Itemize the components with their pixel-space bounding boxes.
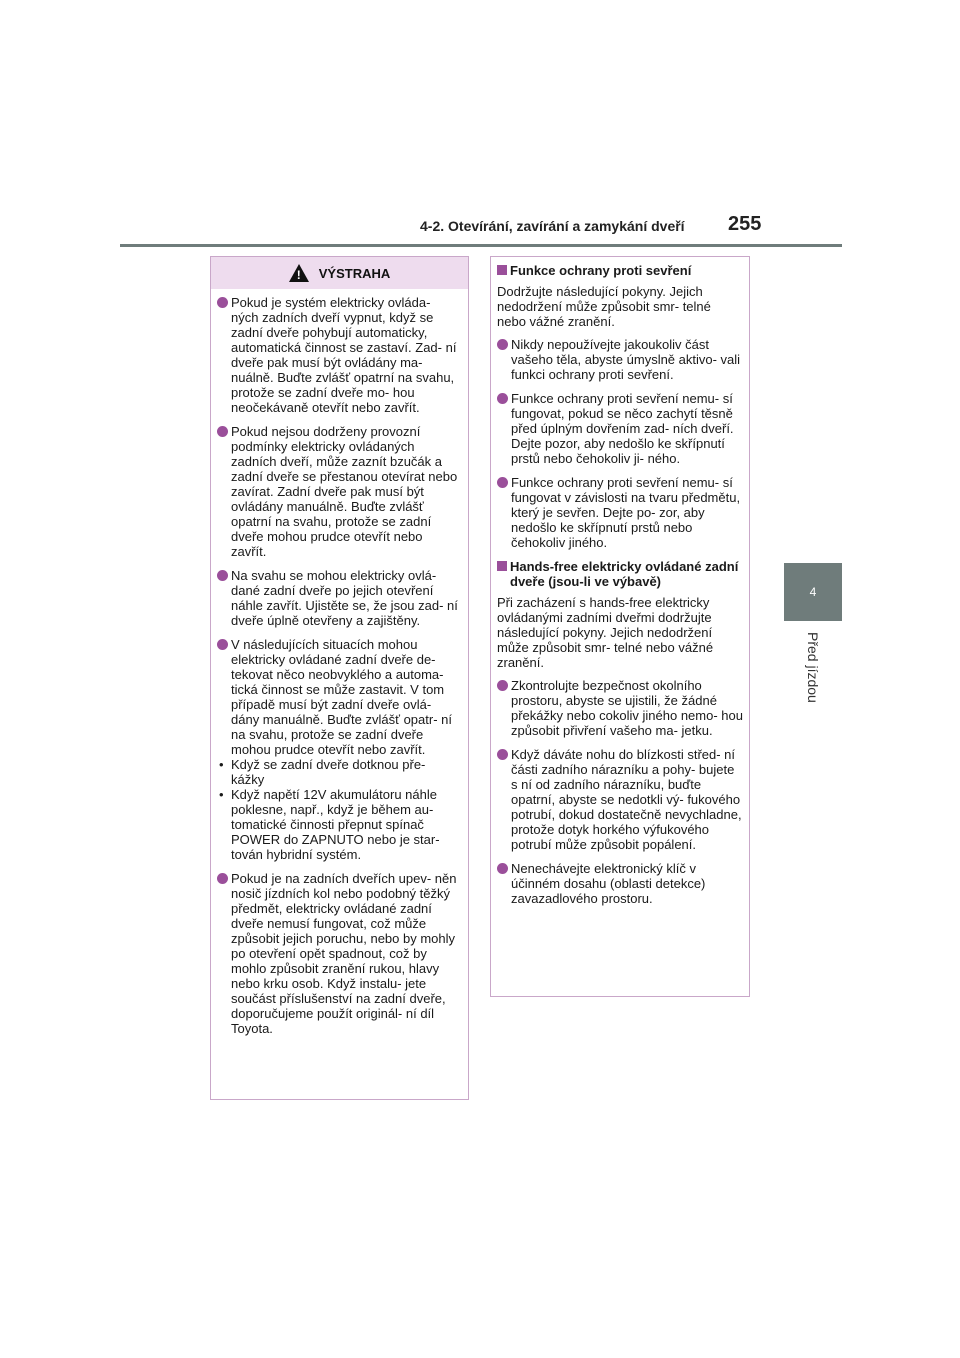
info-item-text: Funkce ochrany proti sevření nemu- sí fungovat v závislosti na tvaru předmětu, který je sevřen. Dejte po- zor, aby nedošlo ke skřípnutí prstů nebo čehokoliv jiného. — [511, 475, 741, 550]
info-item-text: Nikdy nepoužívejte jakoukoliv část vašeho těla, abyste úmyslně aktivo- vali funkci ochrany proti sevření. — [511, 337, 741, 382]
info-item — [497, 475, 743, 550]
bullet-dot-icon — [497, 477, 508, 488]
info-item — [497, 337, 743, 382]
info-item-text: Funkce ochrany proti sevření nemu- sí fungovat, pokud se něco zachytí těsně před úplným dovřením zad- ních dveří. Dejte pozor, aby nedošlo ke skřípnutí prstů nebo čehokoliv ji- ného. — [511, 391, 734, 466]
info-item — [497, 747, 743, 852]
warning-item-text: Na svahu se mohou elektricky ovlá- dané zadní dveře po jejich otevření náhle zavřít. Ujistěte se, že jsou zad- ní dveře úplně otevřeny a zajištěny. — [231, 568, 458, 628]
warning-icon — [289, 264, 309, 282]
bullet-dot-icon — [217, 639, 228, 650]
warning-item — [217, 568, 460, 628]
warning-item-text: Pokud je systém elektricky ovláda- ných zadních dveří vypnut, když se zadní dveře pohybují automaticky, automatická činnost se zastaví. Zad- ní dveře pak musí být ovládány ma- nuálně. Buďte zvlášť opatrní na svahu, protože se zadní dveře mo- hou neočekávaně otevřít nebo zavřít. — [231, 295, 457, 415]
section-heading-text: Hands-free elektricky ovládané zadní dveře (jsou-li ve výbavě) — [510, 559, 739, 589]
subitem-bullet: • — [219, 757, 224, 772]
bullet-dot-icon — [217, 570, 228, 581]
warning-subitem-text: Když napětí 12V akumulátoru náhle poklesne, např., když je během au- tomatické činnosti přepnut spínač POWER do ZAPNUTO nebo je star- tován hybridní systém. — [231, 787, 440, 862]
warning-header — [211, 257, 468, 289]
bullet-dot-icon — [217, 426, 228, 437]
warning-subitem-text: Když se zadní dveře dotknou pře- kážky — [231, 757, 426, 787]
bullet-dot-icon — [217, 873, 228, 884]
warning-item — [217, 637, 460, 862]
bullet-dot-icon — [497, 749, 508, 760]
bullet-dot-icon — [497, 393, 508, 404]
warning-item-text: V následujících situacích mohou elektricky ovládané zadní dveře de- tekovat něco neobvyklého a automa- tická činnost se může zastavit. V tom případě musí být zadní dveře ovlá- dány manuálně. Buďte zvlášť opatr- ní na svahu, protože se zadní dveře mohou prudce otevřít nebo zavřít. — [231, 637, 452, 757]
square-bullet-icon — [497, 561, 507, 571]
warning-title: VÝSTRAHA — [318, 265, 391, 281]
info-item — [497, 861, 743, 906]
info-body — [491, 257, 749, 906]
chapter-label — [786, 632, 840, 712]
warning-item-text: Pokud nejsou dodrženy provozní podmínky elektricky ovládaných zadních dveří, může zaznít bzučák a zadní dveře se přestanou otevírat nebo zavírat. Zadní dveře pak musí být ovládány manuálně. Buďte zvlášť opatrní na svahu, protože se zadní dveře mohou prudce otevřít nebo zavřít. — [231, 424, 458, 559]
info-item — [497, 391, 743, 466]
section-heading — [497, 263, 743, 278]
warning-subitem — [217, 787, 460, 862]
section-title: 4-2. Otevírání, zavírání a zamykání dveří — [420, 218, 685, 234]
warning-item — [217, 295, 460, 415]
page-number: 255 — [728, 213, 762, 235]
bullet-dot-icon — [497, 680, 508, 691]
chapter-tab[interactable]: 4 — [784, 563, 842, 621]
bullet-dot-icon — [217, 297, 228, 308]
warning-body — [211, 289, 468, 1036]
bullet-dot-icon — [497, 339, 508, 350]
chapter-label-text: Před jízdou — [805, 632, 821, 703]
square-bullet-icon — [497, 265, 507, 275]
info-item-text: Zkontrolujte bezpečnost okolního prostoru, abyste se ujistili, že žádné překážky nebo cokoliv jiného nemo- hou způsobit přivření vašeho ma- jetku. — [511, 678, 743, 738]
section-intro: Při zacházení s hands-free elektricky ovládanými zadními dveřmi dodržujte následující pokyny. Jejich nedodržení může způsobit smr- telné nebo vážné zranění. — [497, 595, 714, 670]
subitem-bullet: • — [219, 787, 224, 802]
header-rule — [120, 244, 842, 247]
warning-item — [217, 424, 460, 559]
section-intro: Dodržujte následující pokyny. Jejich nedodržení může způsobit smr- telné nebo vážné zranění. — [497, 284, 711, 329]
info-box — [490, 256, 750, 997]
warning-item — [217, 871, 460, 1036]
info-item-text: Když dáváte nohu do blízkosti střed- ní části zadního nárazníku a pohy- bujete s ní od zadního nárazníku, buďte opatrní, abyste se nedotkli vý- fukového potrubí, dokud dostatečně nevychladne, protože dotyk horkého výfukového potrubí může způsobit popálení. — [511, 747, 742, 852]
warning-subitem — [217, 757, 460, 787]
warning-item-text: Pokud je na zadních dveřích upev- něn nosič jízdních kol nebo podobný těžký předmět, elektricky ovládané zadní dveře nemusí fungovat, což může způsobit jejich poruchu, nebo by mohly po otevření opět spadnout, což by mohlo způsobit zranění rukou, hlavy nebo krku osob. Když instalu- jete součást příslušenství na zadní dveře, doporučujeme použít originál- ní díl Toyota. — [231, 871, 457, 1036]
info-item — [497, 678, 743, 738]
warning-box — [210, 256, 469, 1100]
section-heading — [497, 559, 743, 589]
section-heading-text: Funkce ochrany proti sevření — [510, 263, 692, 278]
info-item-text: Nenechávejte elektronický klíč v účinném dosahu (oblasti detekce) zavazadlového prostoru. — [511, 861, 706, 906]
bullet-dot-icon — [497, 863, 508, 874]
